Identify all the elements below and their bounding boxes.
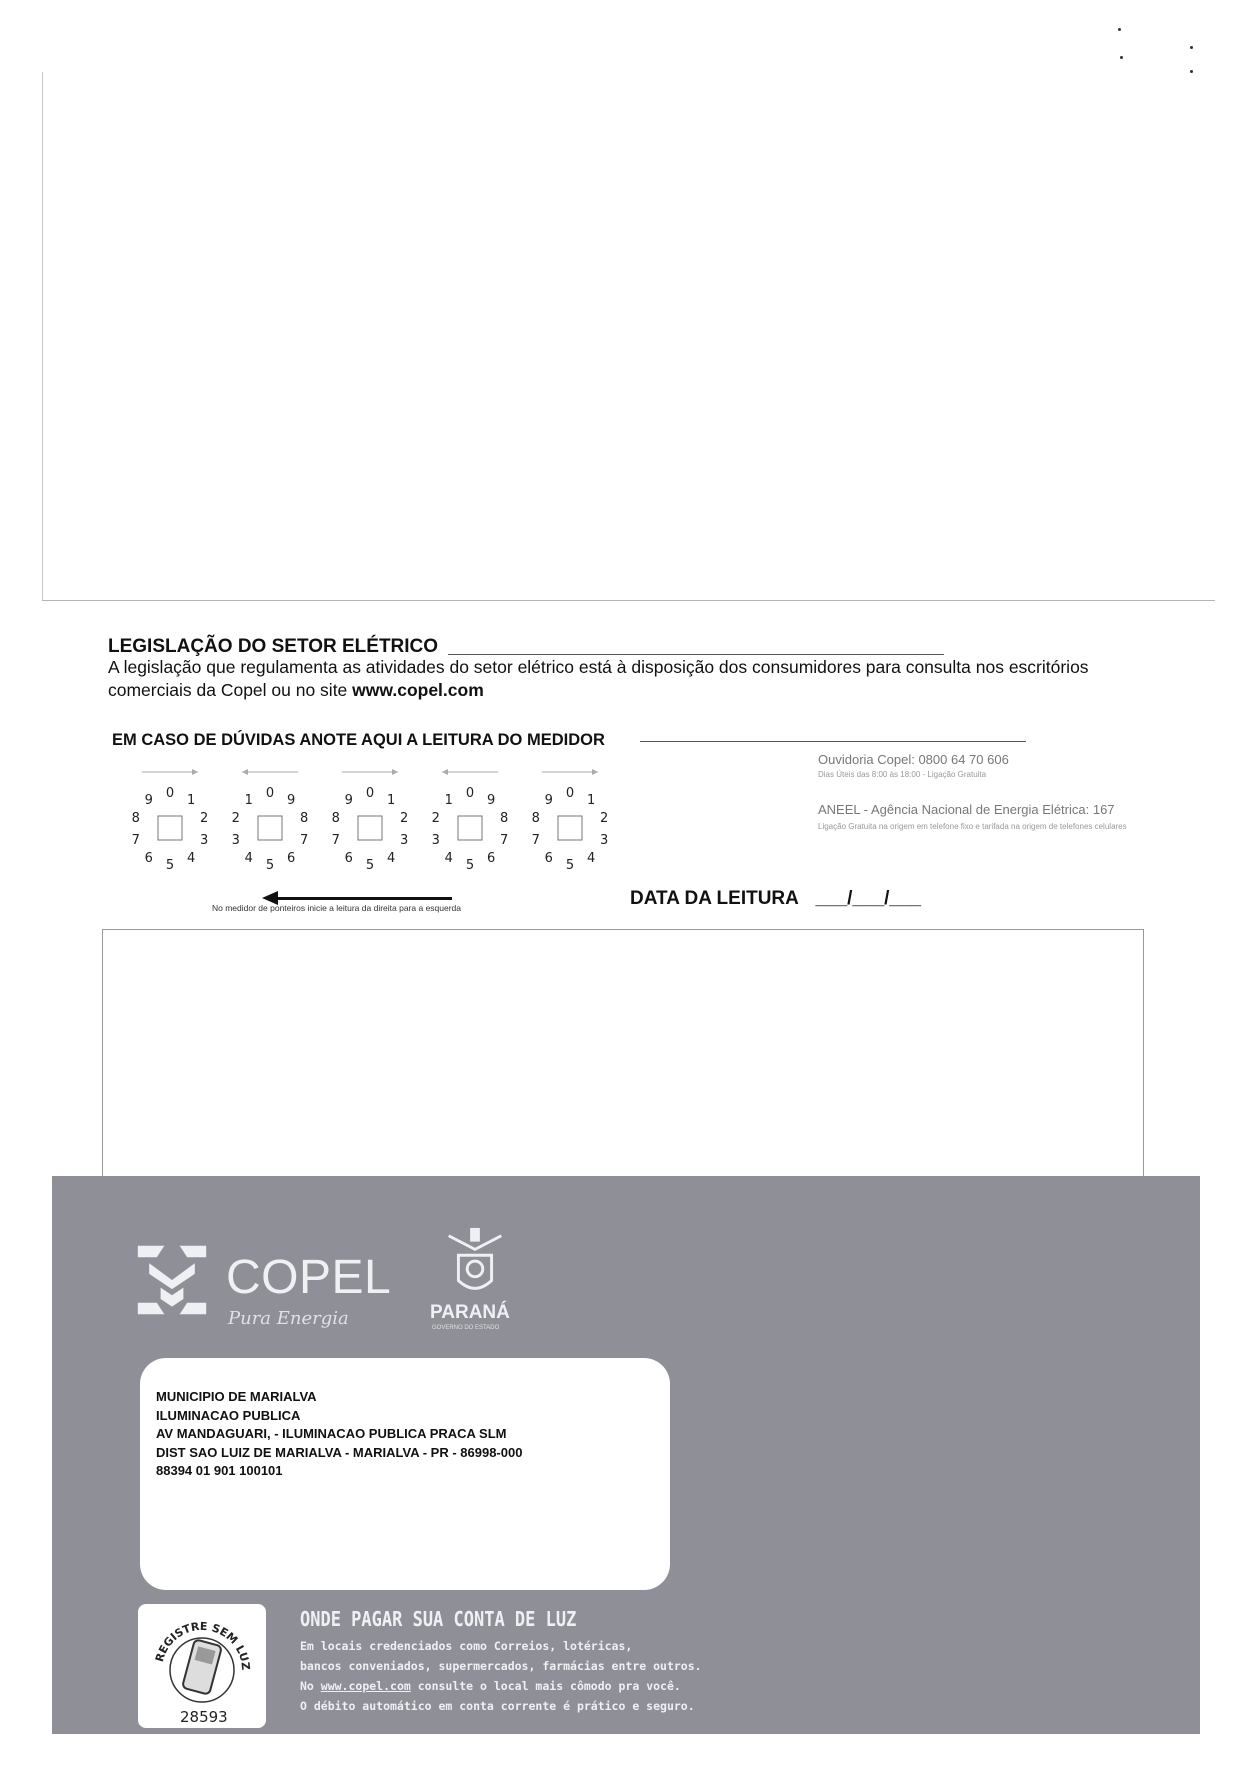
dial-digit: 6 [144,851,153,867]
dial-digit: 5 [465,858,475,873]
dial-digit: 2 [200,810,209,826]
dial-digit: 9 [144,792,153,808]
phone-icon [182,1639,222,1695]
meter-note: No medidor de ponteiros inicie a leitura da direita para a esquerda [212,903,462,913]
left-arrow-icon [262,893,452,903]
parana-subtitle: GOVERNO DO ESTADO [432,1325,500,1331]
copel-logo-icon [134,1240,210,1320]
dial-digit: 6 [287,851,296,867]
dial-digit: 8 [300,810,309,826]
dial-digit: 7 [331,833,340,849]
recipient-address [156,1388,522,1481]
scan-speck [1118,28,1121,31]
dial-digit: 9 [544,792,553,808]
dial-digit: 1 [444,792,453,808]
dial-digit: 7 [300,833,309,849]
dial-digit: 8 [531,810,540,826]
address-line: DIST SAO LUIZ DE MARIALVA - MARIALVA - PR - 86998-000 [156,1444,523,1460]
reading-date-field[interactable]: ___/___/___ [815,888,922,909]
pay-line: bancos conveniados, supermercados, farmácias entre outros. [300,1659,702,1673]
dial-digit: 0 [465,786,475,801]
dial-digit: 1 [387,792,396,808]
dial-digit: 4 [387,851,396,867]
dial-direction-arrowhead [242,769,248,775]
pay-line-pre: No [300,1679,321,1693]
blank-frame [42,72,1215,601]
copel-slogan: Pura Energia [228,1308,349,1329]
dial-digit: 3 [431,833,440,849]
legislation-text [108,656,1128,702]
pay-info [300,1636,702,1716]
dial-digit: 1 [187,792,196,808]
dial-digit: 8 [131,810,140,826]
pay-line [300,1676,702,1696]
dial-center [258,816,282,840]
notes-box [102,929,1144,1177]
aneel-contact: ANEEL - Agência Nacional de Energia Elétrica: 167 [818,802,1115,817]
legislation-site-link[interactable]: www.copel.com [352,680,484,700]
address-line: AV MANDAGUARI, - ILUMINACAO PUBLICA PRACA SLM [156,1426,507,1441]
dial-digit: 4 [444,851,453,867]
dial-digit: 5 [165,858,175,873]
meter-dial [532,769,609,873]
dial-digit: 2 [431,810,440,826]
dial-digit: 6 [544,851,553,867]
parana-brand: PARANÁ [430,1302,510,1323]
scan-speck [1120,56,1123,59]
dial-digit: 0 [265,786,275,801]
dial-direction-arrowhead [592,769,598,775]
dial-digit: 2 [231,810,240,826]
sms-badge [138,1604,266,1728]
meter-dial [232,769,309,873]
dial-center [558,816,582,840]
dial-digit: 7 [131,833,140,849]
legislation-body: A legislação que regulamenta as atividades do setor elétrico está à disposição dos consumidores para consulta nos escritórios comerciais da Copel ou no site [108,657,1089,700]
dial-digit: 0 [365,786,375,801]
dial-digit: 0 [565,786,575,801]
dial-center [358,816,382,840]
dial-digit: 1 [244,792,253,808]
address-line: ILUMINACAO PUBLICA [156,1407,301,1423]
dial-digit: 9 [287,792,296,808]
dial-digit: 8 [500,810,509,826]
dial-digit: 7 [531,833,540,849]
dial-digit: 8 [331,810,340,826]
dial-digit: 4 [587,851,596,867]
meter-dials [126,768,646,878]
dial-digit: 0 [165,786,175,801]
dial-digit: 5 [265,858,275,873]
dial-digit: 3 [231,833,240,849]
dial-digit: 2 [600,810,609,826]
dial-digit: 7 [500,833,509,849]
pay-line: O débito automático em conta corrente é prático e seguro. [300,1699,695,1713]
legislation-title: LEGISLAÇÃO DO SETOR ELÉTRICO [108,636,439,657]
dial-direction-arrowhead [192,769,198,775]
reading-date [630,888,921,910]
dial-digit: 3 [200,833,209,849]
divider [448,654,944,655]
meter-dial [432,769,509,873]
meter-reading-title: EM CASO DE DÚVIDAS ANOTE AQUI A LEITURA DO MEDIDOR [112,731,605,749]
dial-digit: 9 [487,792,496,808]
dial-digit: 5 [365,858,375,873]
ouvidoria-hours: Dias Úteis das 8:00 às 18:00 - Ligação Gratuita [818,770,987,779]
dial-digit: 6 [344,851,353,867]
ouvidoria-contact: Ouvidoria Copel: 0800 64 70 606 [818,752,1009,767]
aneel-note: Ligação Gratuita na origem em telefone fixo e tarifada na origem de telefones celulares [818,822,1127,831]
dial-center [458,816,482,840]
pay-title: ONDE PAGAR SUA CONTA DE LUZ [300,1608,577,1632]
dial-digit: 4 [187,851,196,867]
dial-digit: 3 [600,833,609,849]
address-line: MUNICIPIO DE MARIALVA [156,1389,317,1404]
divider [640,741,1026,742]
address-line: 88394 01 901 100101 [156,1463,283,1478]
parana-coat-of-arms-icon [428,1226,522,1304]
reading-date-label: DATA DA LEITURA [630,888,799,909]
pay-line: Em locais credenciados como Correios, lotéricas, [300,1639,633,1653]
scan-speck [1190,46,1193,49]
sms-badge-graphic [138,1604,266,1728]
dial-digit: 3 [400,833,409,849]
dial-direction-arrowhead [392,769,398,775]
sms-number: 28593 [180,1708,228,1726]
dial-digit: 4 [244,851,253,867]
dial-digit: 9 [344,792,353,808]
meter-dial [332,769,409,873]
dial-digit: 2 [400,810,409,826]
dial-center [158,816,182,840]
pay-site-link[interactable]: www.copel.com [320,1679,411,1693]
dial-digit: 5 [565,858,575,873]
meter-dial [132,769,209,873]
dial-direction-arrowhead [442,769,448,775]
dial-digit: 6 [487,851,496,867]
pay-line-post: consulte o local mais cômodo pra você. [410,1679,681,1693]
dial-digit: 1 [587,792,596,808]
copel-brand: COPEL [226,1251,392,1304]
sms-arc-text: REGISTRE SEM LUZ [152,1619,253,1671]
